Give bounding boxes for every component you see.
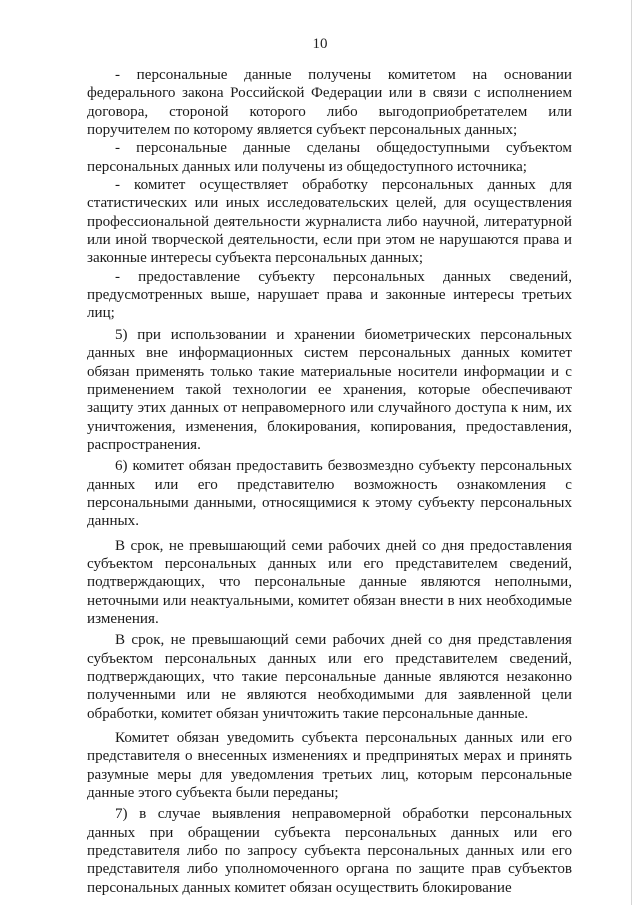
paragraph-destruction-deadline: В срок, не превышающий семи рабочих дней со дня представления субъектом персональных данных или его представителем сведений, подтверждающих, что такие персональные данные являются незаконно полученными или не являются необходимыми для заявленной цели обработки, комитет обязан уничтожить такие персональные данные. — [87, 632, 572, 722]
scan-edge-line — [631, 0, 632, 905]
paragraph-legal-basis: - персональные данные получены комитетом на основании федерального закона Российской Федерации или в связи с исполнением договора, стороной которого либо выгодоприобретателем или поручителем по которому является субъект персональных данных; — [87, 67, 572, 139]
paragraph-item-6-access: 6) комитет обязан предоставить безвозмездно субъекту персональных данных или его представителю возможность ознакомления с персональными данными, относящимися к этому субъекту персональных данных. — [87, 458, 572, 530]
paragraph-item-7-blocking: 7) в случае выявления неправомерной обработки персональных данных при обращении субъекта персональных данных или его представителя либо по запросу субъекта персональных данных или его представителя либо уполномоченного органа по защите прав субъектов персональных данных комитет обязан осуществить блокирование — [87, 806, 572, 896]
paragraph-item-5-biometric: 5) при использовании и хранении биометрических персональных данных вне информационных систем персональных данных комитет обязан применять только такие материальные носители информации и с применением такой технологии ее хранения, которые обеспечивают защиту этих данных от неправомерного или случайного доступа к ним, их уничтожения, изменения, блокирования, копирования, предоставления, распространения. — [87, 326, 572, 453]
document-body — [87, 66, 572, 897]
page-number: 10 — [312, 36, 328, 52]
paragraph-correction-deadline: В срок, не превышающий семи рабочих дней со дня предоставления субъектом персональных данных или его представителем сведений, подтверждающих, что персональные данные являются неполными, неточными или неактуальными, комитет обязан внести в них необходимые изменения. — [87, 537, 572, 627]
paragraph-public-data: - персональные данные сделаны общедоступными субъектом персональных данных или получены из общедоступного источника; — [87, 140, 572, 175]
paragraph-third-party-rights: - предоставление субъекту персональных данных сведений, предусмотренных выше, нарушает права и законные интересы третьих лиц; — [87, 268, 572, 322]
paragraph-notification: Комитет обязан уведомить субъекта персональных данных или его представителя о внесенных изменениях и предпринятых мерах и принять разумные меры для уведомления третьих лиц, которым персональные данные этого субъекта были переданы; — [87, 730, 572, 802]
paragraph-research-purposes: - комитет осуществляет обработку персональных данных для статистических или иных исследовательских целей, для осуществления профессиональной деятельности журналиста либо научной, литературной или иной творческой деятельности, если при этом не нарушаются права и законные интересы субъекта персональных данных; — [87, 177, 572, 267]
